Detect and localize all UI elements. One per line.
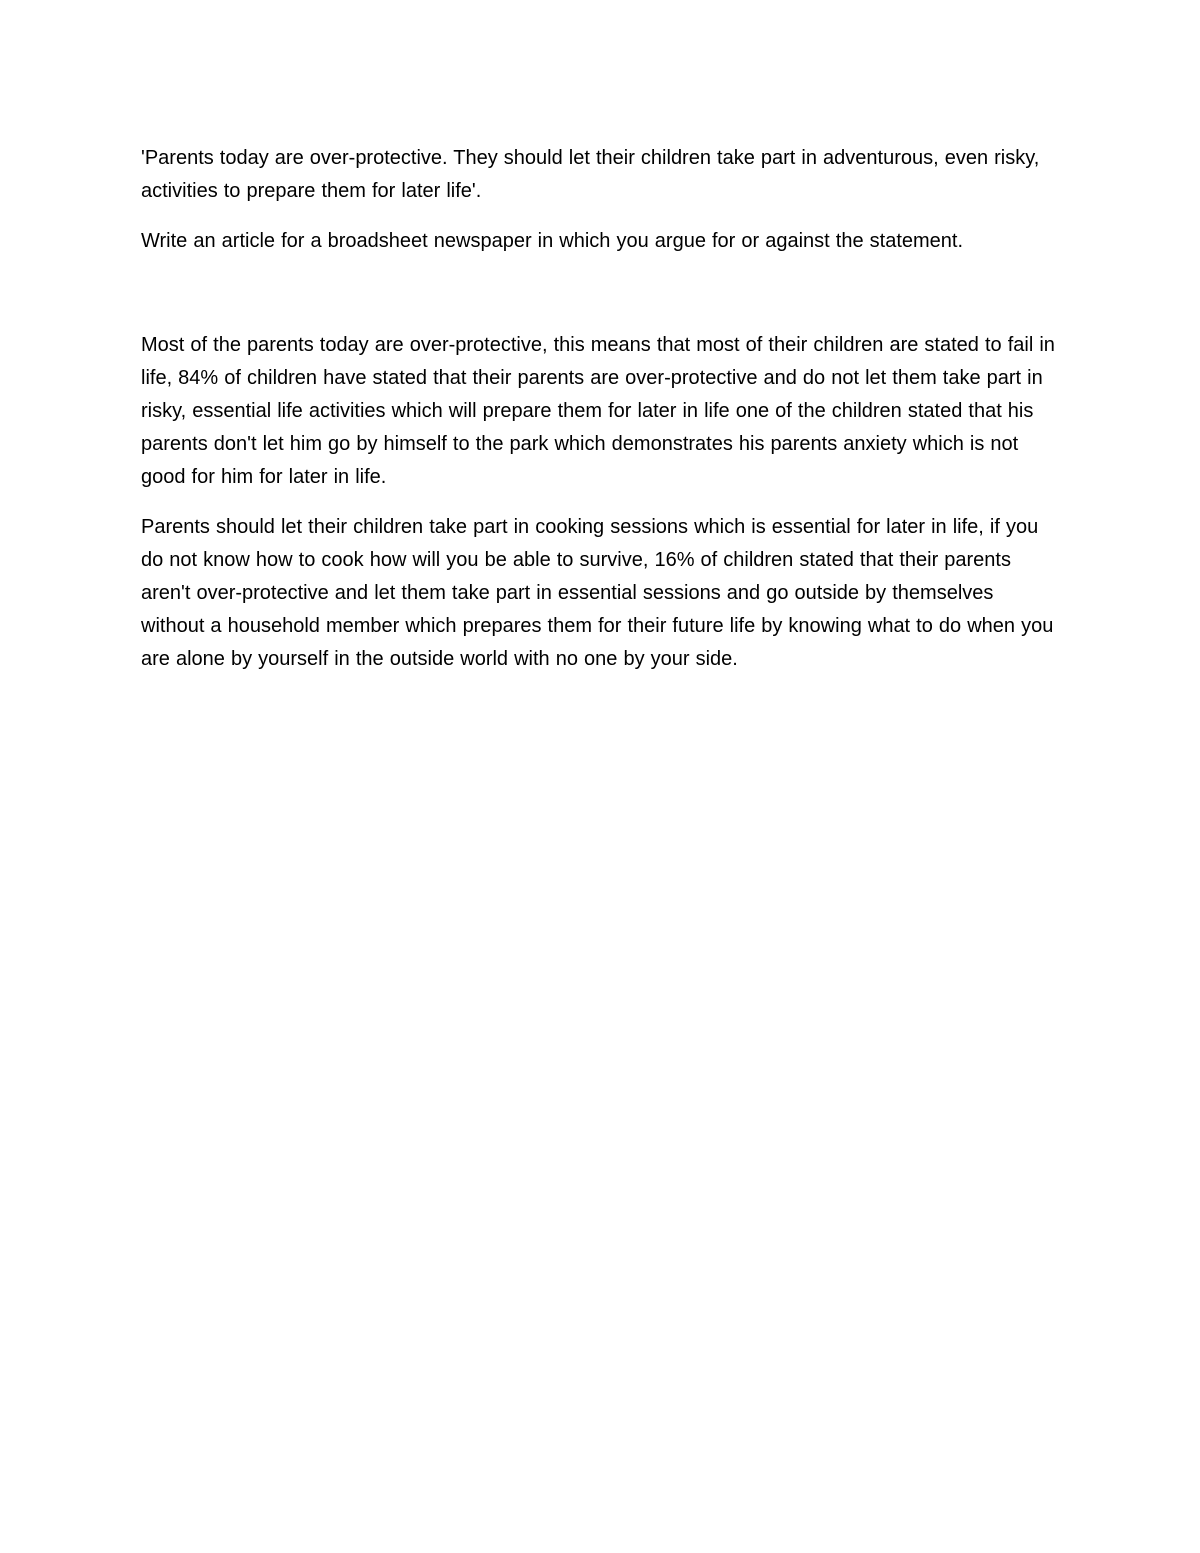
task-instruction: Write an article for a broadsheet newspaper in which you argue for or against the statement. — [141, 230, 964, 252]
prompt-quote: 'Parents today are over-protective. They should let their children take part in adventurous, even risky, activities to prepare them for later life'. — [141, 147, 1040, 202]
essay-paragraph-2: Parents should let their children take part in cooking sessions which is essential for later in life, if you do not know how to cook how will you be able to survive, 16% of children stated that their parents aren't over-protective and let them take part in essential sessions and go outside by themselves without a household member which prepares them for their future life by knowing what to do when you are alone by yourself in the outside world with no one by your side. — [141, 516, 1054, 670]
document-body — [141, 142, 1061, 693]
essay-paragraph-1: Most of the parents today are over-protective, this means that most of their children are stated to fail in life, 84% of children have stated that their parents are over-protective and do not let them take part in risky, essential life activities which will prepare them for later in life one of the children stated that his parents don't let him go by himself to the park which demonstrates his parents anxiety which is not good for him for later in life. — [141, 334, 1055, 488]
paragraph-spacer — [141, 275, 1061, 329]
